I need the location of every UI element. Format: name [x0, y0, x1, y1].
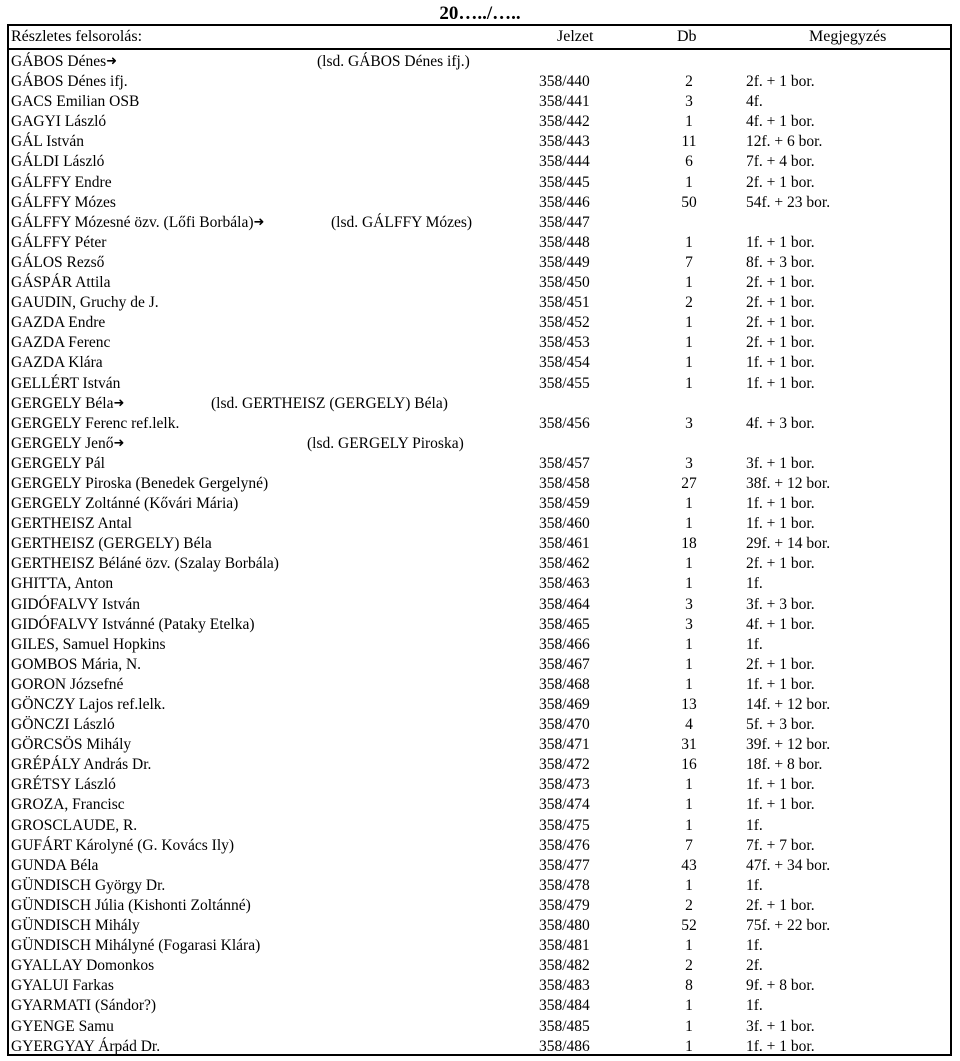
row-code: 358/441 — [539, 93, 590, 111]
table-row — [9, 655, 950, 675]
row-count: 1 — [685, 374, 693, 392]
row-code: 358/475 — [539, 816, 590, 834]
row-count: 1 — [685, 816, 693, 834]
table-row — [9, 956, 950, 976]
row-code: 358/459 — [539, 495, 590, 513]
row-note: 2f. + 1 bor. — [746, 294, 815, 312]
row-note: 2f. + 1 bor. — [746, 173, 815, 191]
row-code: 358/451 — [539, 294, 590, 312]
table-row — [9, 293, 950, 313]
row-name: GÁBOS Dénes ➜ — [11, 53, 118, 70]
row-name: GUFÁRT Károlyné (G. Kovács Ily) — [11, 836, 235, 854]
row-name: GERTHEISZ Antal — [11, 515, 132, 533]
row-name: GÁBOS Dénes ifj. — [11, 73, 128, 91]
row-count: 1 — [685, 314, 693, 332]
table-row — [9, 916, 950, 936]
arrow-right-icon: ➜ — [113, 395, 125, 411]
row-code: 358/472 — [539, 756, 590, 774]
row-note: 29f. + 14 bor. — [746, 535, 831, 553]
row-note: 9f. + 8 bor. — [746, 977, 815, 995]
header-note: Megjegyzés — [809, 28, 887, 45]
row-count: 1 — [685, 1017, 693, 1035]
row-name: GRÉPÁLY András Dr. — [11, 756, 152, 774]
row-note: 1f. — [746, 816, 763, 834]
row-name: GÜNDISCH Mihály — [11, 917, 140, 935]
row-name: GAGYI László — [11, 113, 107, 131]
row-note: 1f. + 1 bor. — [746, 495, 815, 513]
table-row — [9, 836, 950, 856]
row-note: 7f. + 7 bor. — [746, 836, 815, 854]
row-name: GIDÓFALVY István — [11, 595, 141, 613]
header-description: Részletes felsorolás: — [11, 28, 143, 45]
table-row — [9, 454, 950, 474]
row-note: 1f. + 1 bor. — [746, 1037, 815, 1055]
row-count: 1 — [685, 655, 693, 673]
table-row — [9, 534, 950, 554]
row-note: 1f. + 1 bor. — [746, 675, 815, 693]
row-count: 2 — [685, 294, 693, 312]
row-note: 1f. — [746, 876, 763, 894]
row-note: 1f. — [746, 575, 763, 593]
table-row — [9, 434, 950, 454]
table-row — [9, 353, 950, 373]
row-name: GOMBOS Mária, N. — [11, 655, 142, 673]
row-name: GÁLDI László — [11, 153, 105, 171]
table-row — [9, 775, 950, 795]
row-name: GÜNDISCH György Dr. — [11, 876, 166, 894]
row-count: 43 — [681, 856, 697, 874]
row-cross-reference: (lsd. GERTHEISZ (GERGELY) Béla) — [211, 394, 448, 412]
row-name: GACS Emilian OSB — [11, 93, 140, 111]
row-count: 18 — [681, 535, 697, 553]
table-row — [9, 996, 950, 1016]
table-row — [9, 755, 950, 775]
row-code: 358/447 — [539, 213, 590, 231]
row-note: 1f. — [746, 937, 763, 955]
row-count: 1 — [685, 796, 693, 814]
row-note: 3f. + 1 bor. — [746, 454, 815, 472]
row-note: 2f. + 1 bor. — [746, 896, 815, 914]
row-code: 358/479 — [539, 896, 590, 914]
row-code: 358/450 — [539, 274, 590, 292]
row-note: 8f. + 3 bor. — [746, 253, 815, 271]
table-row — [9, 474, 950, 494]
table-row — [9, 374, 950, 394]
row-note: 18f. + 8 bor. — [746, 756, 823, 774]
table-row — [9, 675, 950, 695]
row-note: 3f. + 1 bor. — [746, 1017, 815, 1035]
row-count: 6 — [685, 153, 693, 171]
table-body — [9, 52, 950, 1057]
row-count: 3 — [685, 414, 693, 432]
inventory-table — [7, 24, 952, 1056]
header-code: Jelzet — [557, 28, 594, 45]
row-name: GAZDA Klára — [11, 354, 103, 372]
row-name: GÁSPÁR Attila — [11, 274, 111, 292]
row-code: 358/458 — [539, 474, 590, 492]
row-code: 358/449 — [539, 253, 590, 271]
row-count: 3 — [685, 595, 693, 613]
table-row — [9, 52, 950, 72]
row-name: GÖRCSÖS Mihály — [11, 736, 132, 754]
table-row — [9, 856, 950, 876]
row-code: 358/469 — [539, 696, 590, 713]
row-note: 2f. + 1 bor. — [746, 73, 815, 91]
table-row — [9, 816, 950, 836]
table-row — [9, 173, 950, 193]
row-code: 358/468 — [539, 675, 590, 693]
row-count: 1 — [685, 233, 693, 251]
row-code: 358/452 — [539, 314, 590, 332]
row-code: 358/442 — [539, 113, 590, 131]
row-code: 358/448 — [539, 233, 590, 251]
row-note: 3f. + 3 bor. — [746, 595, 815, 613]
row-name: GYALUI Farkas — [11, 977, 114, 995]
row-code: 358/457 — [539, 454, 590, 472]
row-code: 358/440 — [539, 73, 590, 91]
row-code: 358/455 — [539, 374, 590, 392]
arrow-right-icon: ➜ — [113, 435, 125, 451]
table-row — [9, 595, 950, 615]
row-code: 358/463 — [539, 575, 590, 593]
row-cross-reference: (lsd. GÁBOS Dénes ifj.) — [317, 53, 470, 70]
row-count: 1 — [685, 776, 693, 794]
row-code: 358/461 — [539, 535, 590, 553]
row-count: 1 — [685, 1037, 693, 1055]
row-code: 358/444 — [539, 153, 590, 171]
row-note: 38f. + 12 bor. — [746, 474, 831, 492]
row-count: 1 — [685, 354, 693, 372]
row-name: GHITTA, Anton — [11, 575, 114, 593]
row-name: GORON Józsefné — [11, 675, 124, 693]
table-row — [9, 936, 950, 956]
row-code: 358/481 — [539, 937, 590, 955]
table-row — [9, 695, 950, 715]
table-row — [9, 253, 950, 273]
row-note: 4f. + 1 bor. — [746, 615, 815, 633]
row-name: GROZA, Francisc — [11, 796, 125, 814]
table-row — [9, 896, 950, 916]
table-row — [9, 213, 950, 233]
row-name: GÁLOS Rezső — [11, 253, 105, 271]
row-count: 1 — [685, 274, 693, 292]
row-code: 358/445 — [539, 173, 590, 191]
row-name: GERGELY Piroska (Benedek Gergelyné) — [11, 474, 269, 492]
header-count: Db — [677, 28, 697, 45]
row-note: 2f. — [746, 957, 763, 975]
row-name: GERTHEISZ Béláné özv. (Szalay Borbála) — [11, 555, 279, 573]
row-name: GYALLAY Domonkos — [11, 957, 155, 975]
table-row — [9, 574, 950, 594]
arrow-right-icon: ➜ — [106, 54, 118, 69]
row-count: 1 — [685, 575, 693, 593]
table-row — [9, 1017, 950, 1037]
row-name: GAUDIN, Gruchy de J. — [11, 294, 159, 312]
row-note: 1f. + 1 bor. — [746, 374, 815, 392]
row-name: GÖNCZI László — [11, 716, 115, 734]
row-count: 1 — [685, 937, 693, 955]
row-name: GIDÓFALVY Istvánné (Pataky Etelka) — [11, 615, 255, 633]
row-name: GAZDA Ferenc — [11, 334, 111, 352]
row-name: GERGELY Pál — [11, 454, 105, 472]
row-name: GÁLFFY Mózesné özv. (Lőfi Borbála) ➜ — [11, 213, 265, 231]
table-row — [9, 976, 950, 996]
row-code: 358/478 — [539, 876, 590, 894]
page-title: 20…../….. — [439, 3, 521, 24]
row-note: 1f. — [746, 635, 763, 653]
row-code: 358/466 — [539, 635, 590, 653]
row-note: 5f. + 3 bor. — [746, 716, 815, 734]
row-count: 1 — [685, 675, 693, 693]
row-code: 358/460 — [539, 515, 590, 533]
row-count: 1 — [685, 997, 693, 1015]
arrow-right-icon: ➜ — [253, 214, 265, 230]
row-count: 3 — [685, 615, 693, 633]
row-name: GÁLFFY Péter — [11, 233, 107, 251]
row-name: GYARMATI (Sándor?) — [11, 997, 157, 1015]
row-note: 1f. + 1 bor. — [746, 796, 815, 814]
row-code: 358/465 — [539, 615, 590, 633]
row-count: 1 — [685, 173, 693, 191]
row-code: 358/480 — [539, 917, 590, 935]
row-name: GÜNDISCH Júlia (Kishonti Zoltánné) — [11, 896, 251, 914]
row-count: 1 — [685, 515, 693, 533]
row-code: 358/486 — [539, 1037, 590, 1055]
row-code: 358/483 — [539, 977, 590, 995]
row-code: 358/484 — [539, 997, 590, 1015]
table-row — [9, 735, 950, 755]
row-code: 358/467 — [539, 655, 590, 673]
table-row — [9, 514, 950, 534]
row-note: 2f. + 1 bor. — [746, 555, 815, 573]
row-name: GILES, Samuel Hopkins — [11, 635, 166, 653]
row-code: 358/456 — [539, 414, 590, 432]
row-note: 2f. + 1 bor. — [746, 334, 815, 352]
table-row — [9, 132, 950, 152]
row-name: GERGELY Zoltánné (Kővári Mária) — [11, 495, 239, 513]
row-name: GERGELY Ferenc ref.lelk. — [11, 414, 180, 432]
row-count: 1 — [685, 876, 693, 894]
table-row — [9, 233, 950, 253]
row-count: 1 — [685, 495, 693, 513]
row-name: GÁLFFY Endre — [11, 173, 112, 191]
row-note: 1f. + 1 bor. — [746, 233, 815, 251]
table-row — [9, 92, 950, 112]
row-code: 358/454 — [539, 354, 590, 372]
row-name: GELLÉRT István — [11, 374, 121, 392]
row-count: 31 — [681, 736, 697, 754]
row-name: GÁL István — [11, 133, 85, 151]
row-code: 358/453 — [539, 334, 590, 352]
row-code: 358/471 — [539, 736, 590, 754]
row-note: 4f. + 1 bor. — [746, 113, 815, 131]
table-row — [9, 333, 950, 353]
row-note: 2f. + 1 bor. — [746, 274, 815, 292]
row-note: 4f. + 3 bor. — [746, 414, 815, 432]
row-name: GÁLFFY Mózes — [11, 193, 116, 211]
row-code: 358/470 — [539, 716, 590, 734]
table-row — [9, 72, 950, 92]
row-name: GAZDA Endre — [11, 314, 106, 332]
row-count: 2 — [685, 957, 693, 975]
row-name: GÖNCZY Lajos ref.lelk. — [11, 696, 166, 713]
row-count: 2 — [685, 896, 693, 914]
row-note: 12f. + 6 bor. — [746, 133, 823, 151]
table-row — [9, 414, 950, 434]
row-name: GYERGYAY Árpád Dr. — [11, 1037, 161, 1055]
row-code: 358/464 — [539, 595, 590, 613]
row-note: 75f. + 22 bor. — [746, 917, 831, 935]
table-row — [9, 112, 950, 132]
row-note: 1f. + 1 bor. — [746, 354, 815, 372]
row-note: 1f. + 1 bor. — [746, 515, 815, 533]
row-count: 13 — [681, 696, 697, 713]
row-note: 1f. + 1 bor. — [746, 776, 815, 794]
row-note: 54f. + 23 bor. — [746, 193, 831, 211]
table-row — [9, 273, 950, 293]
row-count: 1 — [685, 334, 693, 352]
table-row — [9, 193, 950, 213]
row-code: 358/462 — [539, 555, 590, 573]
row-count: 1 — [685, 635, 693, 653]
table-row — [9, 1037, 950, 1057]
row-name: GERGELY Jenő ➜ — [11, 434, 125, 452]
table-row — [9, 313, 950, 333]
table-row — [9, 715, 950, 735]
row-code: 358/446 — [539, 193, 590, 211]
row-count: 4 — [685, 716, 693, 734]
row-code: 358/473 — [539, 776, 590, 794]
row-code: 358/485 — [539, 1017, 590, 1035]
table-row — [9, 494, 950, 514]
row-count: 8 — [685, 977, 693, 995]
row-name: GERGELY Béla ➜ — [11, 394, 125, 412]
row-name: GERTHEISZ (GERGELY) Béla — [11, 535, 212, 553]
row-code: 358/482 — [539, 957, 590, 975]
table-row — [9, 635, 950, 655]
table-row — [9, 615, 950, 635]
row-name: GYENGE Samu — [11, 1017, 114, 1035]
row-count: 7 — [685, 253, 693, 271]
row-count: 52 — [681, 917, 697, 935]
row-count: 2 — [685, 73, 693, 91]
row-cross-reference: (lsd. GERGELY Piroska) — [307, 434, 464, 452]
table-row — [9, 554, 950, 574]
row-note: 4f. — [746, 93, 763, 111]
row-code: 358/443 — [539, 133, 590, 151]
table-row — [9, 876, 950, 896]
row-count: 1 — [685, 555, 693, 573]
row-code: 358/474 — [539, 796, 590, 814]
row-count: 3 — [685, 93, 693, 111]
row-count: 1 — [685, 113, 693, 131]
row-code: 358/477 — [539, 856, 590, 874]
row-name: GÜNDISCH Mihályné (Fogarasi Klára) — [11, 937, 261, 955]
table-row — [9, 152, 950, 172]
row-note: 14f. + 12 bor. — [746, 696, 831, 713]
row-name: GRÉTSY László — [11, 776, 116, 794]
row-code: 358/476 — [539, 836, 590, 854]
row-count: 16 — [681, 756, 697, 774]
row-name: GUNDA Béla — [11, 856, 99, 874]
row-count: 7 — [685, 836, 693, 854]
table-row — [9, 795, 950, 815]
row-count: 3 — [685, 454, 693, 472]
table-header — [9, 26, 950, 50]
row-note: 47f. + 34 bor. — [746, 856, 831, 874]
row-count: 11 — [681, 133, 697, 151]
row-count: 27 — [681, 474, 697, 492]
row-note: 2f. + 1 bor. — [746, 314, 815, 332]
row-note: 2f. + 1 bor. — [746, 655, 815, 673]
row-name: GROSCLAUDE, R. — [11, 816, 138, 834]
row-note: 7f. + 4 bor. — [746, 153, 815, 171]
row-count: 50 — [681, 193, 697, 211]
table-row — [9, 394, 950, 414]
row-note: 1f. — [746, 997, 763, 1015]
row-cross-reference: (lsd. GÁLFFY Mózes) — [331, 213, 473, 231]
row-note: 39f. + 12 bor. — [746, 736, 831, 754]
